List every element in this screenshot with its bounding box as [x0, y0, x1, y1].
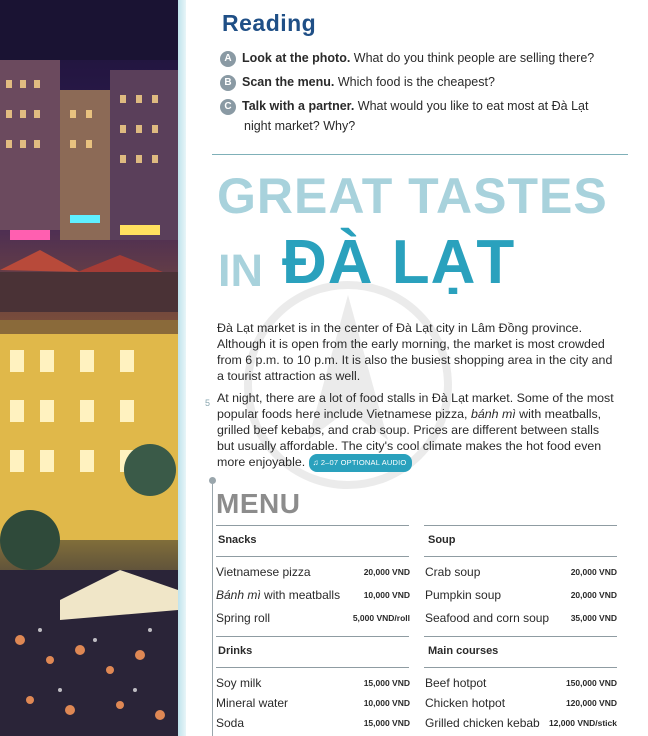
menu-rule — [216, 636, 409, 637]
menu-price: 20,000 VND — [570, 590, 617, 600]
task-badge: B — [220, 75, 236, 91]
menu-item: Grilled chicken kebab — [425, 716, 540, 730]
menu-title: MENU — [216, 488, 301, 519]
menu-heading-main-courses: Main courses — [428, 645, 499, 657]
task-text: What do you think people are selling there? — [350, 51, 595, 65]
night-market-photo — [0, 0, 178, 736]
headphones-icon: ♫ — [312, 458, 319, 467]
optional-audio-button[interactable] — [309, 454, 413, 472]
menu-price: 15,000 VND — [363, 718, 410, 728]
menu-rule — [216, 556, 409, 557]
menu-heading-snacks: Snacks — [218, 534, 257, 546]
task-a — [220, 48, 594, 68]
menu-item-text: with meatballs — [260, 588, 341, 602]
task-b — [220, 72, 495, 92]
menu-item: Soda — [216, 716, 245, 730]
paragraph-1: Đà Lạt market is in the center of Đà Lạt city in Lâm Đồng province. Although it is open from the early morning, the market is most crowded from 6 p.m. to 10 p.m. It is also the busiest shopping area in the city and a tourist attraction as well. — [217, 321, 613, 383]
article-title-place: ĐÀ LẠT — [282, 228, 516, 297]
section-title: Reading — [222, 10, 317, 36]
menu-item — [216, 588, 340, 602]
menu-rule — [424, 667, 617, 668]
menu-heading-drinks: Drinks — [218, 645, 253, 657]
menu-price: 20,000 VND — [363, 567, 410, 577]
task-bold: Talk with a partner. — [242, 99, 355, 113]
menu-price: 10,000 VND — [363, 590, 410, 600]
task-text: Which food is the cheapest? — [334, 75, 495, 89]
menu-item: Seafood and corn soup — [425, 611, 550, 625]
menu-price: 150,000 VND — [565, 678, 617, 688]
menu-heading-soup: Soup — [428, 534, 456, 546]
menu-item-italic: Bánh mì — [216, 588, 261, 602]
menu-rule — [424, 525, 617, 526]
paragraph-2-italic: bánh mì — [470, 407, 516, 421]
menu-item: Spring roll — [216, 611, 271, 625]
menu-item: Chicken hotpot — [425, 696, 506, 710]
menu-rule — [216, 667, 409, 668]
photo-border — [178, 0, 186, 736]
menu-rule — [424, 636, 617, 637]
task-bold: Scan the menu. — [242, 75, 335, 89]
audio-label: 2–07 OPTIONAL AUDIO — [320, 458, 407, 467]
task-bold: Look at the photo. — [242, 51, 351, 65]
task-text-continued: night market? Why? — [244, 119, 356, 133]
menu-price: 15,000 VND — [363, 678, 410, 688]
menu-rule — [216, 525, 409, 526]
task-text: What would you like to eat most at Đà Lạt — [354, 99, 589, 113]
menu-item: Soy milk — [216, 676, 262, 690]
line-number: 5 — [205, 398, 211, 408]
paragraph-2-text: At night, there are a lot of food stalls in Đà Lạt market. Some of the most popular foods here include Vietnamese pizza, — [217, 391, 614, 421]
menu-price: 5,000 VND/roll — [352, 613, 410, 623]
task-c — [220, 96, 588, 136]
menu-item: Pumpkin soup — [425, 588, 502, 602]
menu-price: 20,000 VND — [570, 567, 617, 577]
paragraph-2-text-end: with meatballs, grilled beef kebabs, and crab soup. Prices are different between stalls but usually affordable. The city's cool climate makes the hot food even more enjoyable. — [217, 407, 602, 469]
menu-vertical-rule — [212, 480, 213, 736]
paragraph-2 — [217, 390, 615, 472]
menu-price: 10,000 VND — [363, 698, 410, 708]
menu-price: 35,000 VND — [570, 613, 617, 623]
article-title-in: IN — [218, 245, 263, 296]
task-badge: C — [220, 99, 236, 115]
menu-rule — [424, 556, 617, 557]
menu-item: Crab soup — [425, 565, 481, 579]
menu-price: 12,000 VND/stick — [548, 718, 617, 728]
menu-item: Beef hotpot — [425, 676, 487, 690]
task-badge: A — [220, 51, 236, 67]
divider — [212, 154, 628, 155]
menu-item: Mineral water — [216, 696, 289, 710]
article-title-line1: GREAT TASTES — [217, 168, 608, 224]
menu-item: Vietnamese pizza — [216, 565, 311, 579]
menu-price: 120,000 VND — [565, 698, 617, 708]
